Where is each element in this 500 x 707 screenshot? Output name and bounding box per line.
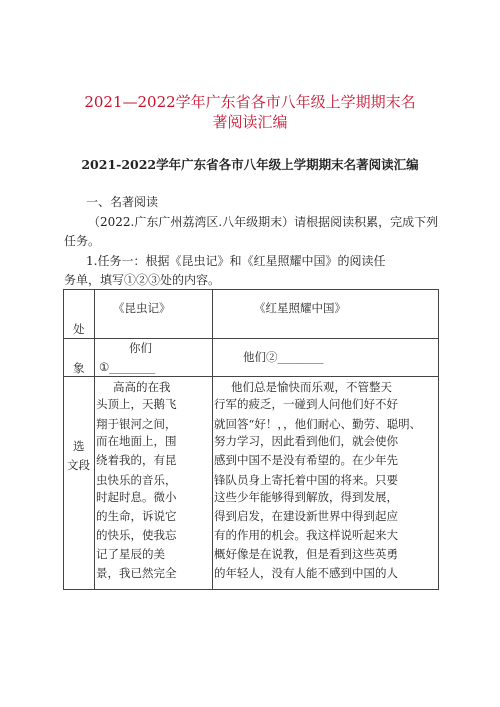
subject-line-1: 你们 bbox=[129, 341, 152, 355]
col-header-insect: 《昆虫记》 bbox=[113, 301, 171, 315]
passage-line: 行军的疲乏，一碰到人问他们好不好 bbox=[214, 397, 398, 411]
passage-line: 他们总是愉快而乐观，不管整天 bbox=[231, 380, 392, 394]
subject-cell[interactable] bbox=[95, 339, 213, 377]
table-row bbox=[64, 339, 439, 377]
passage-line: 高高的在我 bbox=[113, 380, 171, 394]
passage-line: 就回答“好！，，他们耐心、勤劳、聪明、 bbox=[214, 417, 422, 431]
passage-line: 概好像是在说教，但是看到这些英勇 bbox=[214, 547, 398, 561]
task-line-2: 务单，填写①②③处的内容。 bbox=[64, 273, 221, 287]
passage-line: 翔于银河之间， bbox=[96, 417, 177, 431]
passage-line: 而在地面上，围 bbox=[96, 434, 177, 448]
reading-task-table bbox=[63, 289, 439, 590]
table-row bbox=[64, 290, 439, 339]
header-cell bbox=[213, 290, 439, 339]
passage-cell-red-star bbox=[213, 377, 439, 590]
row-label-cell bbox=[64, 290, 95, 339]
answer-blank-2[interactable]: 他们②________ bbox=[243, 350, 324, 364]
passage-line: 的年轻人，没有人能不感到中国的人 bbox=[214, 566, 398, 580]
subject-cell[interactable] bbox=[213, 339, 439, 377]
title-line-1: 2021—2022学年广东省各市八年级上学期期末名 bbox=[84, 93, 416, 111]
passage-line: 努力学习，因此看到他们，就会使你 bbox=[214, 434, 398, 448]
passage-line: 得到启发，在建设新世界中得到起应 bbox=[214, 509, 398, 523]
section-heading: 一、名著阅读 bbox=[86, 195, 159, 209]
passage-line: 景，我已然完全 bbox=[96, 566, 177, 580]
passage-line: 的快乐，使我忘 bbox=[96, 528, 177, 542]
row-label-chu: 处 bbox=[73, 322, 85, 336]
passage-line: 虫快乐的音乐， bbox=[96, 473, 177, 487]
document-subtitle: 2021-2022学年广东省各市八年级上学期期末名著阅读汇编 bbox=[81, 157, 419, 172]
header-cell bbox=[95, 290, 213, 339]
passage-line: 头顶上，天鹅飞 bbox=[96, 397, 177, 411]
answer-blank-1[interactable]: ①________ bbox=[99, 360, 156, 374]
passage-line: 记了星辰的美 bbox=[96, 547, 165, 561]
passage-cell-insect bbox=[95, 377, 213, 590]
table-row bbox=[64, 377, 439, 590]
row-label-xiang: 象 bbox=[73, 361, 85, 375]
row-label-xuan: 选 bbox=[73, 439, 85, 453]
passage-line: 的生命，诉说它 bbox=[96, 509, 177, 523]
row-label-wenduan: 文段 bbox=[67, 458, 90, 472]
passage-line: 感到中国不是没有希望的。在少年先 bbox=[214, 453, 398, 467]
passage-line: 时起时息。微小 bbox=[96, 490, 177, 504]
col-header-red-star: 《红星照耀中国》 bbox=[254, 301, 346, 315]
passage-line: 这些少年能够得到解放，得到发展， bbox=[214, 490, 398, 504]
intro-line-1: （2022.广东广州荔湾区.八年级期末）请根据阅读积累，完成下列 bbox=[88, 215, 439, 229]
task-line-1: 1.任务一：根据《昆虫记》和《红星照耀中国》的阅读任 bbox=[86, 254, 386, 268]
passage-line: 有的作用的机会。我这样说听起来大 bbox=[214, 528, 398, 542]
row-label-cell bbox=[64, 377, 95, 590]
passage-line: 绕着我的，有昆 bbox=[96, 453, 177, 467]
intro-line-2: 任务。 bbox=[64, 234, 101, 248]
row-label-cell bbox=[64, 339, 95, 377]
title-line-2: 著阅读汇编 bbox=[212, 113, 288, 131]
passage-line: 锋队员身上寄托着中国的将来。只要 bbox=[214, 473, 398, 487]
